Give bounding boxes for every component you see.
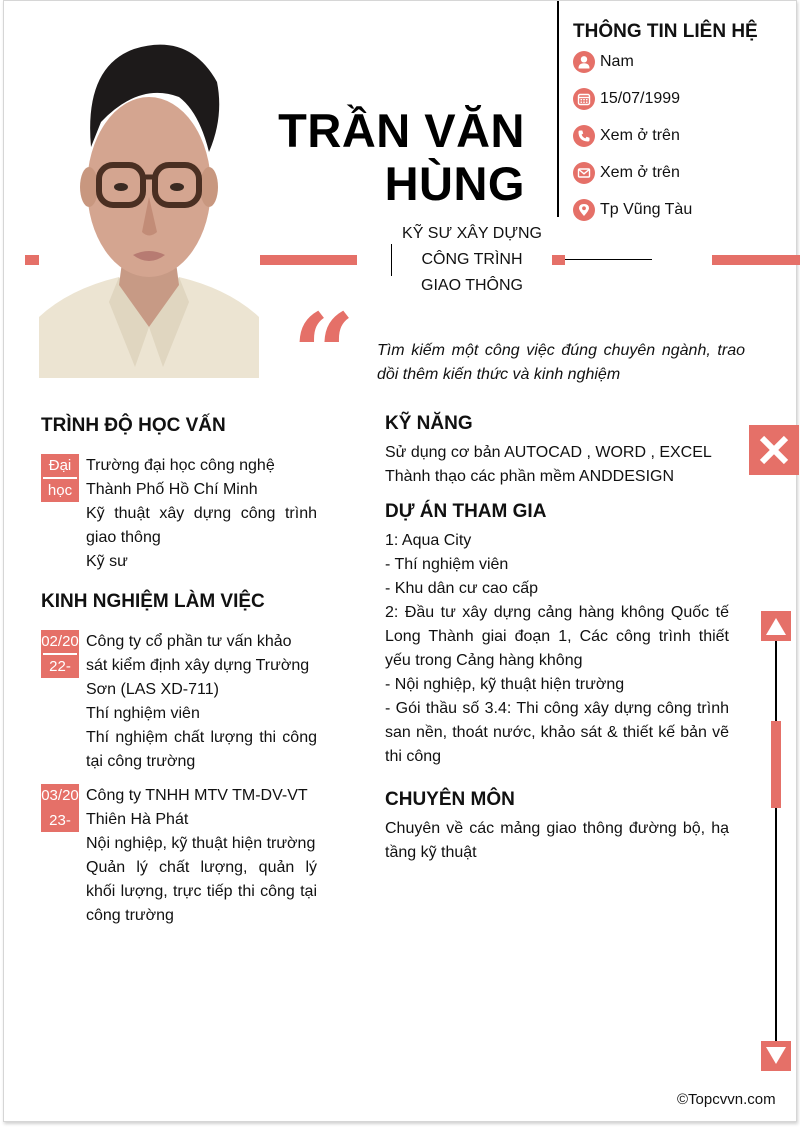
education-entry [86,454,317,574]
scroll-down-button[interactable] [761,1041,791,1071]
project-line: 1: Aqua City [385,532,472,549]
education-degree: Kỹ sư [86,553,128,570]
decor-bar [260,255,357,265]
contact-gender [573,50,634,74]
contact-value: Tp Vũng Tàu [600,201,693,218]
experience-date-badge [41,784,79,832]
experience-company: Công ty cổ phần tư vấn khảo sát kiểm định xây dựng Trường Sơn (LAS XD-711) [86,633,310,698]
job-title-line: KỸ SƯ XÂY DỰNG [402,225,542,242]
contact-birthdate [573,87,680,111]
location-icon [573,199,595,221]
contact-address [573,198,692,222]
contact-value: Xem ở trên [600,164,680,181]
experience-description: Quản lý chất lượng, quản lý khối lượng, trực tiếp thi công tại công trường [86,859,317,924]
triangle-up-icon [765,616,787,636]
contact-value: Xem ở trên [600,127,680,144]
experience-description: Thí nghiệm chất lượng thi công tại công trường [86,729,317,770]
scroll-up-button[interactable] [761,611,791,641]
decor-bar [712,255,800,265]
contact-value: 15/07/1999 [600,90,681,107]
quote-icon: “ [292,289,356,418]
education-major: Kỹ thuật xây dựng công trình giao thông [86,505,317,546]
scrollbar-thumb[interactable] [771,721,781,808]
experience-date-badge [41,630,79,678]
job-title-line: CÔNG TRÌNH [421,251,523,268]
candidate-name-line2: HÙNG [384,157,525,210]
copyright-footer: ©Topcvvn.com [677,1091,776,1108]
projects-title: DỰ ÁN THAM GIA [385,501,547,522]
close-button[interactable] [749,425,799,475]
email-icon [573,162,595,184]
contact-title: THÔNG TIN LIÊN HỆ [573,21,758,42]
experience-entry [86,784,317,928]
user-icon [573,51,595,73]
badge-top: 02/20 [41,633,79,650]
skill-item: Thành thạo các phần mềm ANDDESIGN [385,468,675,485]
experience-position: Thí nghiệm viên [86,705,200,722]
scrollbar-track[interactable] [775,641,777,1041]
projects-list [385,529,729,769]
education-title: TRÌNH ĐỘ HỌC VẤN [41,415,226,436]
career-objective: Tìm kiếm một công việc đúng chuyên ngành, trao dồi thêm kiến thức và kinh nghiệm [377,342,745,383]
profile-photo [39,27,259,378]
specialty-text: Chuyên về các mảng giao thông đường bộ, hạ tầng kỹ thuật [385,820,729,861]
specialty-title: CHUYÊN MÔN [385,789,515,810]
job-title-divider [391,244,392,276]
phone-icon [573,125,595,147]
close-icon [758,434,790,466]
project-line: - Gói thầu số 3.4: Thi công xây dựng công trình san nền, thoát nước, khảo sát & thiết kế bản vẽ thi công [385,700,729,765]
skills-title: KỸ NĂNG [385,413,473,434]
experience-title: KINH NGHIỆM LÀM VIỆC [41,591,265,612]
project-line: - Khu dân cư cao cấp [385,580,539,597]
contact-value: Nam [600,53,634,70]
project-line: - Nội nghiệp, kỹ thuật hiện trường [385,676,625,693]
skills-list [385,441,730,489]
contact-email [573,161,680,185]
decor-line [565,259,652,260]
project-line: 2: Đầu tư xây dựng cảng hàng không Quốc tế Long Thành giai đoạn 1, Các công trình thiết yếu trong Cảng hàng không [385,604,729,669]
experience-position: Nội nghiệp, kỹ thuật hiện trường [86,835,316,852]
triangle-down-icon [765,1046,787,1066]
skill-item: Sử dụng cơ bản AUTOCAD , WORD , EXCEL [385,444,712,461]
decor-bar [552,255,565,265]
header-divider [557,1,559,217]
decor-bar [25,255,39,265]
education-school: Trường đại học công nghệ Thành Phố Hồ Chí Minh [86,457,275,498]
badge-top: Đại [48,457,72,474]
badge-bottom: 22- [49,657,71,675]
badge-bottom: học [47,481,73,499]
job-title [388,221,556,299]
cv-page [3,0,797,1122]
badge-bottom: 23- [49,811,71,829]
education-degree-badge [41,454,79,502]
badge-top: 03/20 [41,787,79,804]
project-line: - Thí nghiệm viên [385,556,509,573]
job-title-line: GIAO THÔNG [421,277,523,294]
experience-company: Công ty TNHH MTV TM-DV-VT Thiên Hà Phát [86,787,308,828]
experience-entry [86,630,317,774]
candidate-name-line1: TRẦN VĂN [278,104,525,157]
calendar-icon [573,88,595,110]
contact-phone [573,124,680,148]
